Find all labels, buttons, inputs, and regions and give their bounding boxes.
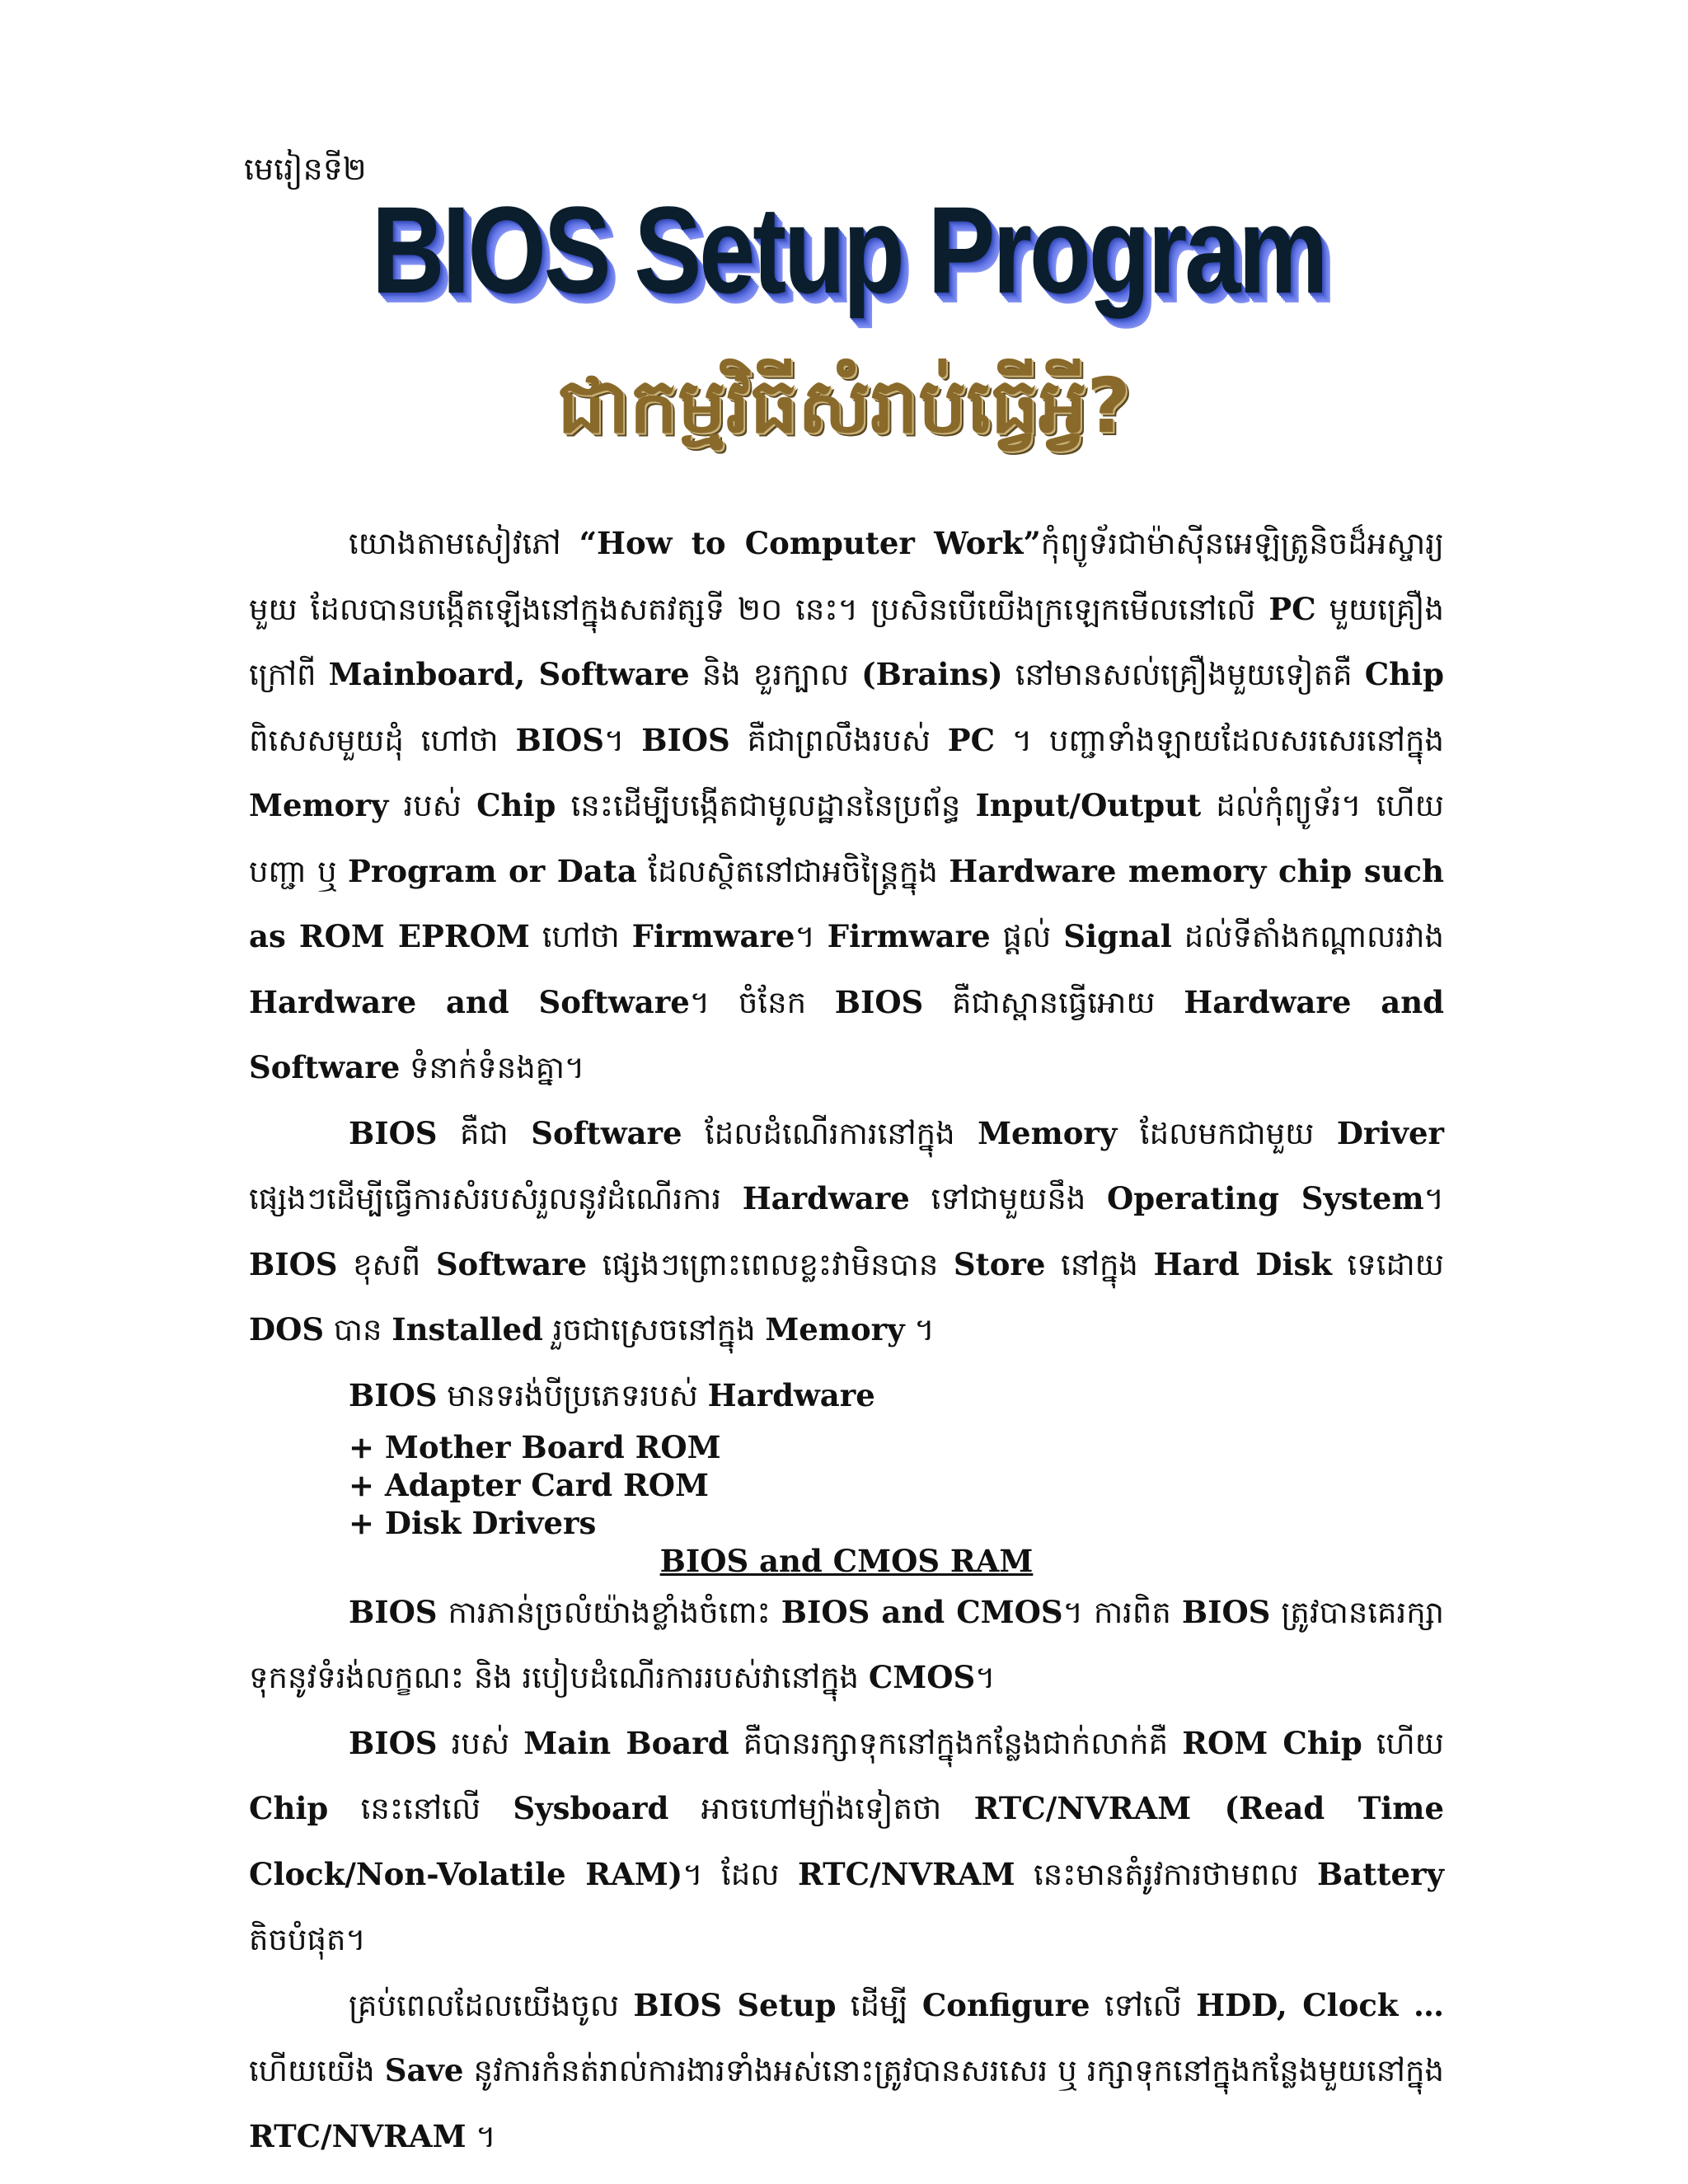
text-run: ។ ការពិត — [1062, 1594, 1182, 1630]
text-run: Chip — [476, 787, 556, 823]
text-run: នៅមានសល់គ្រឿងមួយទៀតគឺ — [1002, 657, 1365, 692]
text-run: គឺជាស្ពានធ្វើអោយ — [923, 984, 1184, 1020]
text-run: DOS — [249, 1311, 325, 1347]
text-run: ពិសេសមួយដុំ ហៅថា — [249, 722, 516, 758]
text-run: អាចហៅម្យ៉ាងទៀតថា — [668, 1791, 974, 1826]
text-run: BIOS — [349, 1114, 438, 1151]
text-run: Signal — [1063, 918, 1172, 954]
text-run: Firmware — [827, 918, 991, 954]
text-run: ។ — [975, 1660, 996, 1695]
text-run: ។ — [795, 919, 828, 954]
text-run: Configure — [921, 1986, 1090, 2023]
text-run: ។ — [1423, 1181, 1444, 1216]
mainboard-paragraph — [249, 1711, 1444, 1973]
text-run: Chip — [249, 1790, 329, 1826]
text-run: នេះមានតំរូវការថាមពល — [1015, 1856, 1318, 1892]
text-run: មួយគ្រឿងក្រៅពី — [249, 591, 1444, 692]
text-run: ROM Chip — [1182, 1724, 1362, 1761]
text-run: ។ ដែល — [682, 1856, 798, 1892]
section-heading: BIOS and CMOS RAM — [659, 1542, 1034, 1579]
text-run: Driver — [1336, 1114, 1444, 1151]
text-run: BIOS — [349, 1724, 438, 1761]
text-run: Memory — [978, 1114, 1118, 1151]
text-run: នូវការកំនត់រាល់ការងារទាំងអស់នោះត្រូវបានសរសេរ ឬ រក្សាទុកនៅក្នុងកន្លែងមួយនៅក្នុង — [463, 2053, 1444, 2088]
text-run: BIOS Setup — [633, 1986, 837, 2023]
cmos-paragraph — [249, 1580, 1444, 1711]
text-run: Installed — [392, 1311, 543, 1347]
text-run: ផ្សេងៗព្រោះពេលខ្លះវាមិនបាន — [587, 1246, 954, 1282]
text-run: BIOS — [1181, 1593, 1271, 1630]
intro-paragraph — [249, 511, 1444, 1101]
text-run: ។ — [466, 2118, 496, 2154]
text-run: Battery — [1317, 1855, 1445, 1892]
text-run: ដែលស្ថិតនៅជាអចិន្ត្រៃក្នុង — [636, 853, 950, 889]
text-run: គឺជា — [437, 1115, 532, 1151]
text-run: Hardware memory chip such as ROM EPROM — [249, 852, 1444, 954]
page-title: BIOS Setup Program — [371, 180, 1326, 319]
text-run: នេះនៅលើ — [328, 1791, 513, 1826]
text-run: គឺបានរក្សាទុកនៅក្នុងកន្លែងជាក់លាក់គឺ — [729, 1725, 1183, 1761]
text-run: ទៅជាមួយនឹង — [909, 1181, 1107, 1216]
text-run: Firmware — [631, 918, 795, 954]
text-run: PC — [1268, 590, 1316, 627]
text-run: ។ ចំនែក — [689, 984, 835, 1020]
text-run: BIOS — [834, 983, 924, 1020]
text-run: តិចបំផុត។ — [249, 1922, 366, 1957]
text-run: Save — [384, 2052, 464, 2088]
text-run: Program or Data — [348, 852, 637, 889]
text-run: ដែលដំណើរការនៅក្នុង — [682, 1115, 978, 1151]
text-run: Mainboard, Software — [328, 656, 690, 692]
text-run: រួចជាស្រេចនៅក្នុង — [542, 1312, 766, 1347]
text-run: Operating System — [1107, 1180, 1424, 1216]
document-body — [249, 511, 1444, 2169]
text-run: RTC/NVRAM — [797, 1855, 1015, 1892]
text-run: នេះដើម្បីបង្កើតជាមូលដ្ឋាននៃប្រព័ន្ធ — [556, 788, 976, 823]
text-run: ការភាន់ច្រលំយ៉ាងខ្លាំងចំពោះ — [437, 1594, 781, 1630]
text-run: Hardware — [742, 1180, 910, 1216]
text-run: Memory — [765, 1311, 905, 1347]
page-subtitle: ជាកម្មវិធីសំរាប់ធ្វើអ្វី? — [557, 362, 1131, 450]
text-run: និង ខួរក្បាល — [689, 657, 862, 692]
text-run: CMOS — [868, 1659, 976, 1695]
list-item: + Mother Board ROM — [349, 1428, 721, 1465]
text-run: Software — [435, 1245, 588, 1282]
text-run: ដើម្បី — [836, 1987, 922, 2023]
hardware-list-heading — [349, 1363, 1444, 1428]
text-run: របស់ — [388, 788, 477, 823]
text-run: ផ្តល់ — [990, 919, 1064, 954]
text-run: BIOS — [349, 1593, 438, 1630]
text-run: គឺជាព្រលឹងរបស់ — [729, 722, 948, 758]
text-run: Hard Disk — [1153, 1245, 1333, 1282]
text-run: (Brains) — [861, 656, 1003, 692]
text-run: RTC/NVRAM (Read Time Clock/Non-Volatile RAM) — [249, 1790, 1444, 1892]
hardware-list — [249, 1363, 1444, 1542]
text-run: HDD, Clock … — [1196, 1986, 1444, 2023]
text-run: BIOS — [641, 721, 730, 758]
text-run: PC — [947, 721, 996, 758]
text-run: Sysboard — [513, 1790, 669, 1826]
text-run: Chip — [1364, 656, 1444, 692]
text-run: Input/Output — [975, 787, 1202, 823]
text-run: Hardware and Software — [249, 983, 690, 1020]
text-run: ត្រូវបានគេរក្សាទុកនូវទំរង់លក្ខណះ និង របៀបដំណើរការរបស់វានៅក្នុង — [249, 1594, 1444, 1695]
list-item: + Disk Drivers — [349, 1504, 597, 1541]
text-run: ទំនាក់ទំនងគ្នា។ — [400, 1050, 585, 1085]
text-run: BIOS — [515, 721, 604, 758]
text-run: Software — [531, 1114, 682, 1151]
text-run: ទៅលើ — [1090, 1987, 1197, 2023]
setup-paragraph — [249, 1973, 1444, 2170]
text-run: Main Board — [523, 1724, 729, 1761]
bios-software-paragraph — [249, 1101, 1444, 1363]
text-run: ។ បញ្ជាទាំងឡាយដែលសរសេរនៅក្នុង — [995, 722, 1445, 758]
text-run: “How to Computer Work” — [579, 525, 1041, 561]
text-run: ហើយ — [1362, 1725, 1444, 1761]
text-run: បាន — [324, 1312, 392, 1347]
text-run: BIOS — [349, 1376, 438, 1413]
text-run: មានទរង់បីប្រភេទរបស់ — [437, 1377, 708, 1413]
text-run: របស់ — [437, 1725, 524, 1761]
text-run: យោងតាមសៀវភៅ — [349, 526, 579, 561]
text-run: ហើយយើង — [249, 2053, 385, 2088]
text-run: ដែលមកជាមួយ — [1117, 1115, 1337, 1151]
text-run: ដល់ទីតាំងកណ្តាលរវាង — [1171, 919, 1444, 954]
text-run: ដល់កុំព្យូទ័រ។ ហើយបញ្ជា ឬ — [249, 788, 1444, 889]
text-run: នៅក្នុង — [1045, 1246, 1154, 1282]
text-run: ។ — [904, 1312, 935, 1347]
text-run: RTC/NVRAM — [249, 2117, 467, 2154]
lesson-label: មេរៀនទី២ — [244, 151, 367, 187]
text-run: Hardware — [707, 1376, 875, 1413]
text-run: ផ្សេងៗដើម្បីធ្វើការសំរបសំរួលនូវដំណើរការ — [249, 1181, 743, 1216]
list-item: + Adapter Card ROM — [349, 1466, 709, 1503]
text-run: Memory — [249, 787, 389, 823]
text-run: ទេដោយ — [1332, 1246, 1444, 1282]
text-run: គ្រប់ពេលដែលយើងចូល — [349, 1987, 634, 2023]
text-run: BIOS — [249, 1245, 338, 1282]
text-run: កុំព្យូទ័រជាម៉ាស៊ីនអេឡិត្រូនិចដ៏អស្ចារ្យមួយ ដែលបានបង្កើតឡើងនៅក្នុងសតវត្សទី ២០ នេះ។ ប្រសិនបើយើងក្រឡេកមើលនៅលើ — [249, 526, 1444, 627]
text-run: ខុសពី — [337, 1246, 436, 1282]
text-run: BIOS and CMOS — [781, 1593, 1063, 1630]
text-run: Store — [953, 1245, 1046, 1282]
text-run: ។ — [604, 722, 642, 758]
text-run: ហៅថា — [529, 919, 632, 954]
text-run: Hardware and Software — [249, 983, 1444, 1085]
